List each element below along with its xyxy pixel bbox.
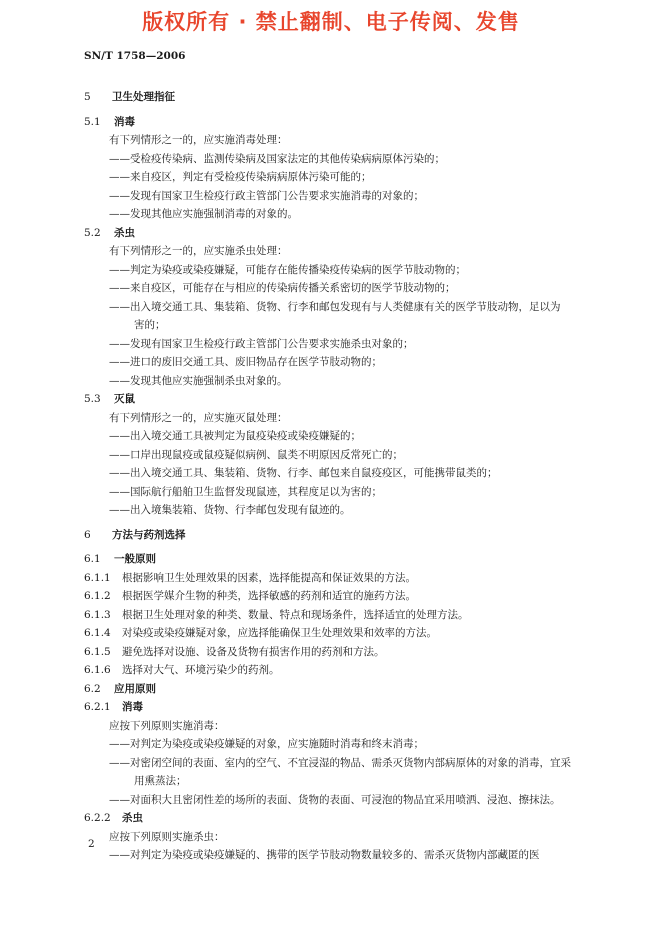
clause-number: 6.1.6 — [84, 664, 111, 676]
list-item: ——受检疫传染病、监测传染病及国家法定的其他传染病病原体污染的； — [109, 152, 445, 165]
heading-number: 6.1 — [84, 553, 101, 565]
list-item: ——判定为染疫或染疫嫌疑，可能存在能传播染疫传染病的医学节肢动物的； — [109, 263, 466, 276]
watermark: 版权所有 · 禁止翻制、电子传阅、发售 — [142, 10, 520, 34]
list-item: ——来自疫区，可能存在与相应的传染病传播关系密切的医学节肢动物的； — [109, 282, 456, 294]
numbered-clause — [84, 643, 604, 662]
clause-number: 6.1.2 — [84, 590, 111, 602]
list-item: ——来自疫区，判定有受检疫传染病病原体污染可能的； — [109, 171, 372, 183]
list-item: ——出入境交通工具、集装箱、货物、行李、邮包来自鼠疫疫区，可能携带鼠类的； — [109, 467, 498, 479]
list-item: ——发现有国家卫生检疫行政主管部门公告要求实施消毒的对象的； — [109, 189, 424, 202]
clause-text: 对染疫或染疫嫌疑对象，应选择能确保卫生处理效果和效率的方法。 — [122, 627, 437, 639]
numbered-clause — [84, 569, 604, 588]
heading-text: 一般原则 — [114, 553, 156, 565]
list-item: ——进口的废旧交通工具、废旧物品存在医学节肢动物的； — [109, 356, 382, 368]
heading-number: 6.2.1 — [84, 701, 111, 713]
document-body — [84, 88, 604, 865]
numbered-clause — [84, 587, 604, 606]
heading-number: 5.1 — [84, 115, 101, 128]
heading-text: 杀虫 — [114, 226, 135, 239]
subsection-heading — [84, 680, 604, 699]
list-item: ——对判定为染疫或染疫嫌疑的、携带的医学节肢动物数量较多的、需杀灭货物内部藏匿的医 — [109, 849, 540, 861]
subsection-heading — [84, 224, 604, 243]
list-item: ——对面积大且密闭性差的场所的表面、货物的表面、可浸泡的物品宜采用喷洒、浸泡、擦抹法。 — [109, 793, 561, 806]
list-item: ——出入境集装箱、货物、行李邮包发现有鼠迹的。 — [109, 504, 351, 516]
subsection-heading — [84, 550, 604, 569]
numbered-clause — [84, 661, 604, 680]
list-item: ——发现有国家卫生检疫行政主管部门公告要求实施杀虫对象的； — [109, 337, 414, 350]
clause-text: 根据卫生处理对象的种类、数量、特点和现场条件，选择适宜的处理方法。 — [122, 608, 469, 621]
subsection-heading — [84, 390, 604, 409]
list-item: ——出入境交通工具、集装箱、货物、行李和邮包发现有与人类健康有关的医学节肢动物，足以为 — [109, 300, 561, 313]
section-heading — [84, 526, 604, 545]
clause-number: 6.1.3 — [84, 608, 111, 621]
list-item-continuation: 害的； — [134, 319, 166, 331]
intro-text: 应按下列原则实施杀虫： — [109, 830, 225, 843]
intro-text: 有下列情形之一的，应实施灭鼠处理： — [109, 411, 288, 424]
subsection-heading — [84, 113, 604, 132]
numbered-clause — [84, 606, 604, 625]
heading-text: 杀虫 — [122, 812, 143, 824]
heading-number: 6.2.2 — [84, 812, 111, 824]
clause-text: 根据医学媒介生物的种类，选择敏感的药剂和适宜的施药方法。 — [122, 590, 416, 602]
list-item: ——出入境交通工具被判定为鼠疫染疫或染疫嫌疑的； — [109, 430, 361, 442]
heading-text: 卫生处理指征 — [112, 91, 175, 103]
clause-text: 选择对大气、环境污染少的药剂。 — [122, 664, 280, 676]
heading-number: 6.2 — [84, 682, 101, 695]
list-item: ——发现其他应实施强制消毒的对象的。 — [109, 208, 298, 220]
list-item: ——发现其他应实施强制杀虫对象的。 — [109, 374, 288, 387]
clause-number: 6.1.1 — [84, 571, 111, 584]
heading-number: 5 — [84, 91, 91, 103]
intro-text: 有下列情形之一的，应实施消毒处理： — [109, 134, 288, 146]
heading-text: 消毒 — [114, 115, 135, 128]
clause-text: 根据影响卫生处理效果的因素，选择能提高和保证效果的方法。 — [122, 571, 416, 584]
heading-text: 应用原则 — [114, 682, 156, 695]
intro-text: 应按下列原则实施消毒： — [109, 719, 225, 732]
subsection-heading — [84, 698, 604, 717]
subsection-heading — [84, 809, 604, 828]
list-item: ——对密闭空间的表面、室内的空气、不宜浸湿的物品、需杀灭货物内部病原体的对象的消毒，宜采 — [109, 756, 571, 769]
heading-number: 5.2 — [84, 226, 101, 239]
heading-number: 6 — [84, 528, 91, 541]
list-item-continuation: 用熏蒸法； — [134, 775, 187, 787]
section-heading — [84, 88, 604, 107]
heading-text: 灭鼠 — [114, 393, 135, 405]
clause-number: 6.1.4 — [84, 627, 111, 639]
clause-number: 6.1.5 — [84, 645, 111, 658]
heading-text: 消毒 — [122, 701, 143, 713]
page-number: 2 — [88, 838, 95, 850]
clause-text: 避免选择对设施、设备及货物有损害作用的药剂和方法。 — [122, 645, 385, 658]
heading-text: 方法与药剂选择 — [112, 528, 186, 541]
intro-text: 有下列情形之一的，应实施杀虫处理： — [109, 245, 288, 257]
list-item: ——对判定为染疫或染疫嫌疑的对象，应实施随时消毒和终末消毒； — [109, 738, 424, 750]
list-item: ——口岸出现鼠疫或鼠疫疑似病例、鼠类不明原因反常死亡的； — [109, 448, 403, 461]
standard-code: SN/T 1758—2006 — [84, 50, 186, 62]
list-item: ——国际航行船舶卫生监督发现鼠迹，其程度足以为害的； — [109, 485, 382, 498]
numbered-clause — [84, 624, 604, 643]
heading-number: 5.3 — [84, 393, 101, 405]
